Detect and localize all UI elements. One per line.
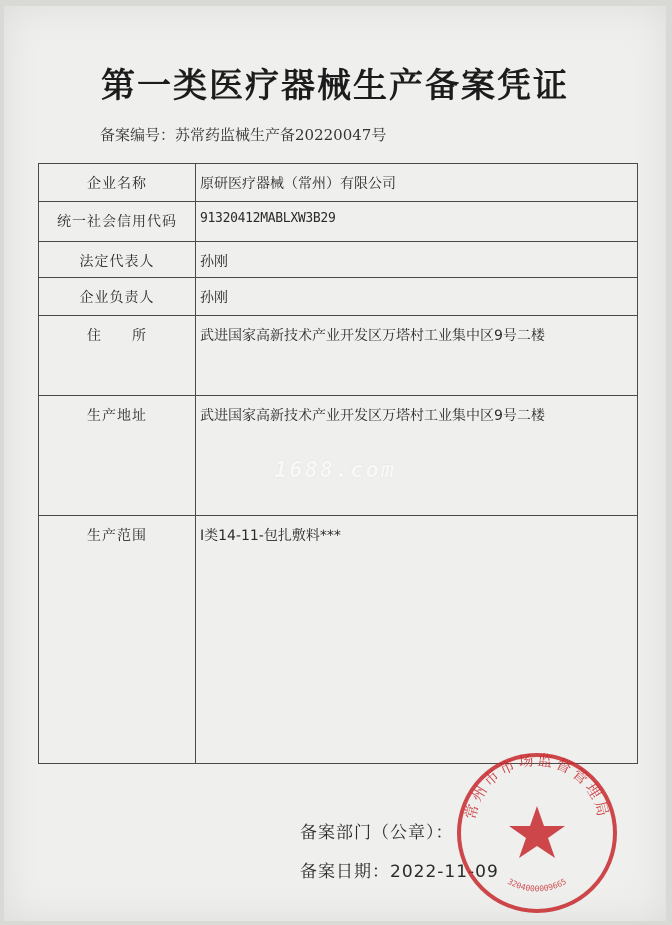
label-legal-rep: 法定代表人 (79, 254, 155, 270)
record-number: 备案编号：苏常药监械生产备20220047号 (100, 126, 387, 144)
label-residence: 住 所 (87, 328, 147, 344)
label-production-address: 生产地址 (87, 408, 147, 424)
value-production-scope: Ⅰ类14-11-包扎敷料*** (200, 528, 341, 544)
value-legal-rep: 孙刚 (200, 254, 228, 270)
value-credit-code: 91320412MABLXW3B29 (200, 211, 336, 226)
label-person-in-charge: 企业负责人 (79, 290, 155, 306)
row-person-in-charge (39, 278, 638, 316)
row-credit-code (39, 202, 638, 242)
seal-star-icon (509, 806, 565, 858)
value-person-in-charge: 孙刚 (200, 290, 228, 306)
official-seal (452, 748, 622, 918)
value-company-name: 原研医疗器械（常州）有限公司 (200, 176, 396, 192)
watermark-text: 1688.com (274, 458, 396, 483)
row-production-scope (39, 516, 638, 764)
label-credit-code: 统一社会信用代码 (57, 214, 177, 230)
row-legal-rep (39, 242, 638, 278)
row-residence (39, 316, 638, 396)
certificate-paper (4, 6, 666, 921)
filing-date: 备案日期：2022-11-09 (300, 862, 499, 882)
label-production-scope: 生产范围 (87, 528, 147, 544)
certificate-title: 第一类医疗器械生产备案凭证 (101, 66, 569, 106)
value-production-address: 武进国家高新技术产业开发区万塔村工业集中区9号二楼 (200, 408, 545, 424)
row-company-name (39, 164, 638, 202)
filing-department: 备案部门（公章）： (300, 823, 454, 843)
seal-org-name: 常州市市场监督管理局 (461, 750, 613, 822)
value-residence: 武进国家高新技术产业开发区万塔村工业集中区9号二楼 (200, 328, 545, 344)
label-company-name: 企业名称 (87, 176, 147, 192)
seal-code: 3204000009665 (506, 876, 568, 894)
row-production-address (39, 396, 638, 516)
